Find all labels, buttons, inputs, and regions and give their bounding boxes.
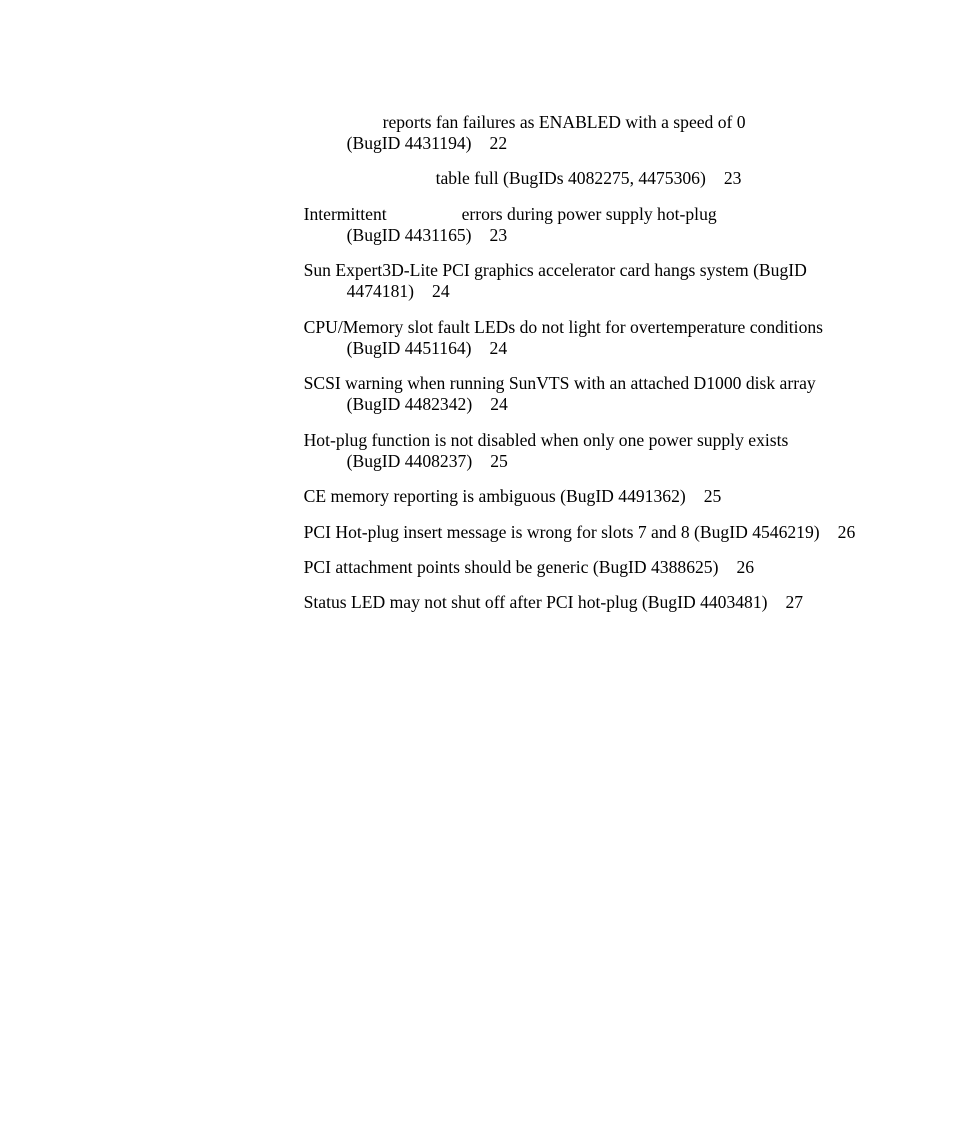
toc-page-number: 24 <box>432 281 450 301</box>
toc-page-number: 24 <box>490 394 508 414</box>
toc-entry-title: Intermittent <box>303 204 387 224</box>
toc-entry-title: PCI attachment points should be generic (BugID 4388625) <box>303 557 719 577</box>
toc-entry-title: (BugID 4451164) <box>346 338 472 358</box>
toc-page-number: 26 <box>837 522 856 542</box>
toc-entry-title: (BugID 4431165) <box>346 225 472 245</box>
toc-page-number: 26 <box>736 557 755 577</box>
toc-page-number: 24 <box>489 338 508 358</box>
toc-entry-title: errors during power supply hot-plug <box>461 204 717 224</box>
toc-entry-title: Sun Expert3D-Lite PCI graphics accelerator card hangs system (BugID <box>303 260 807 280</box>
toc-page-number: 23 <box>723 168 742 188</box>
toc-entry-title: Hot-plug function is not disabled when only one power supply exists <box>303 430 789 450</box>
toc-page-number: 25 <box>703 486 722 506</box>
toc-entry-title: (BugID 4482342) <box>346 394 473 414</box>
toc-entry-title: table full (BugIDs 4082275, 4475306) <box>435 168 706 188</box>
toc-entry-title: SCSI warning when running SunVTS with an attached D1000 disk array <box>303 373 816 393</box>
toc-entry-title: 4474181) <box>346 281 415 301</box>
toc-page-number: 27 <box>785 592 804 612</box>
toc-entry-text <box>286 571 803 634</box>
toc-entry-title: (BugID 4408237) <box>346 451 473 471</box>
toc-entry-title: reports fan failures as ENABLED with a speed of 0 <box>382 112 746 132</box>
toc-entry-title: (BugID 4431194) <box>346 133 472 153</box>
toc-entry-title: Status LED may not shut off after PCI hot-plug (BugID 4403481) <box>303 592 768 612</box>
toc-entry-title: CE memory reporting is ambiguous (BugID 4491362) <box>303 486 686 506</box>
toc-entry-title: CPU/Memory slot fault LEDs do not light for overtemperature conditions <box>303 317 824 337</box>
toc-page-number: 25 <box>490 451 508 471</box>
toc-entry-title: PCI Hot-plug insert message is wrong for slots 7 and 8 (BugID 4546219) <box>303 522 820 542</box>
toc-page-number: 23 <box>489 225 508 245</box>
toc-page-number: 22 <box>489 133 508 153</box>
